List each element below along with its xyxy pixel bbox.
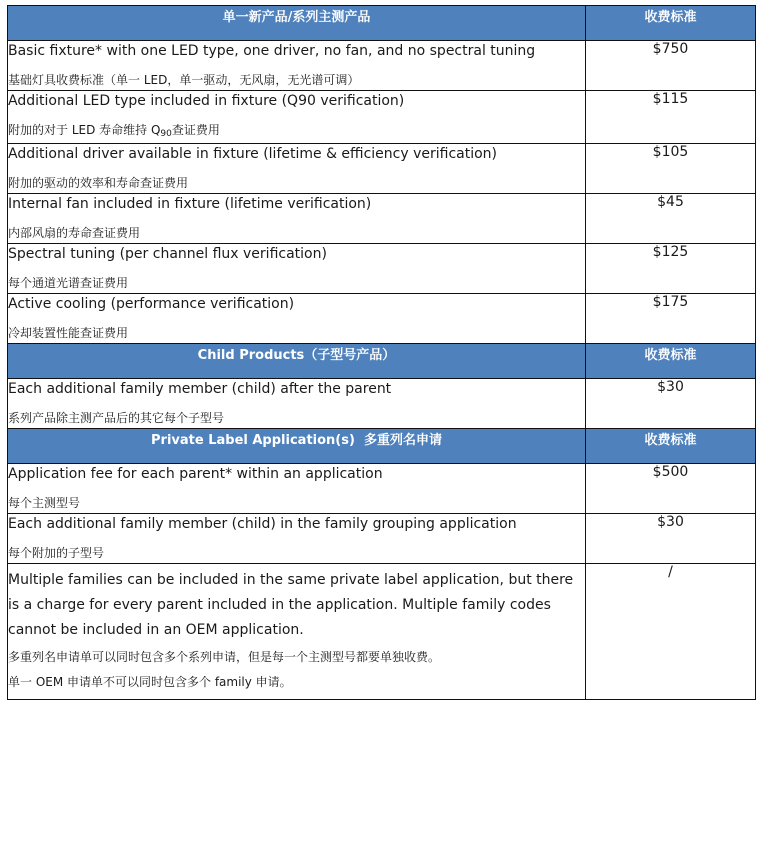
fee-description bbox=[8, 41, 586, 91]
table-row bbox=[8, 294, 756, 344]
fee-amount: / bbox=[586, 564, 756, 700]
description-zh: 附加的驱动的效率和寿命查证费用 bbox=[8, 176, 189, 190]
fee-description bbox=[8, 91, 586, 144]
section-title: 单一新产品/系列主测产品 bbox=[8, 6, 586, 41]
q90-subscript: 90 bbox=[160, 129, 172, 139]
description-en: Additional driver available in fixture (lifetime & efficiency verification) bbox=[8, 146, 498, 162]
fee-amount: $30 bbox=[586, 379, 756, 429]
fee-table bbox=[7, 5, 756, 700]
description-en: Multiple families can be included in the same private label application, but there is a charge for every parent included in the application. Multiple family codes cannot be included in an OEM application. bbox=[8, 572, 574, 638]
table-row bbox=[8, 144, 756, 194]
table-row-note bbox=[8, 564, 756, 700]
fee-amount: $30 bbox=[586, 514, 756, 564]
description-zh: 系列产品除主测产品后的其它每个子型号 bbox=[8, 411, 225, 425]
description-zh-line-1: 多重列名申请单可以同时包含多个系列申请，但是每一个主测型号都要单独收费。 bbox=[8, 650, 441, 664]
fee-description bbox=[8, 514, 586, 564]
description-zh: 基础灯具收费标准（单一 LED，单一驱动，无风扇，无光谱可调） bbox=[8, 73, 360, 87]
fee-description bbox=[8, 379, 586, 429]
description-en: Internal fan included in fixture (lifetime verification) bbox=[8, 196, 372, 212]
fee-amount: $125 bbox=[586, 244, 756, 294]
fee-description bbox=[8, 464, 586, 514]
description-zh-suffix: 查证费用 bbox=[171, 123, 220, 137]
description-en: Spectral tuning (per channel flux verification) bbox=[8, 246, 327, 262]
section-header-new-product bbox=[8, 6, 756, 41]
fee-amount: $45 bbox=[586, 194, 756, 244]
fee-amount: $105 bbox=[586, 144, 756, 194]
section-title: Private Label Application(s) 多重列名申请 bbox=[8, 429, 586, 464]
fee-amount: $115 bbox=[586, 91, 756, 144]
description-zh-line-2: 单一 OEM 申请单不可以同时包含多个 family 申请。 bbox=[8, 675, 292, 689]
table-row bbox=[8, 464, 756, 514]
fee-amount: $750 bbox=[586, 41, 756, 91]
table-row bbox=[8, 194, 756, 244]
description-zh: 每个主测型号 bbox=[8, 496, 81, 510]
fee-amount: $175 bbox=[586, 294, 756, 344]
table-row bbox=[8, 379, 756, 429]
table-row bbox=[8, 91, 756, 144]
description-en: Active cooling (performance verification) bbox=[8, 296, 295, 312]
description-zh: 每个通道光谱查证费用 bbox=[8, 276, 129, 290]
description-zh: 每个附加的子型号 bbox=[8, 546, 105, 560]
fee-description bbox=[8, 244, 586, 294]
table-row bbox=[8, 244, 756, 294]
section-title: Child Products（子型号产品） bbox=[8, 344, 586, 379]
description-en: Each additional family member (child) in the family grouping application bbox=[8, 516, 517, 532]
table-row bbox=[8, 514, 756, 564]
description-en: Basic fixture* with one LED type, one driver, no fan, and no spectral tuning bbox=[8, 43, 536, 59]
fee-column-header: 收费标准 bbox=[586, 6, 756, 41]
fee-description bbox=[8, 294, 586, 344]
section-header-private-label bbox=[8, 429, 756, 464]
table-row bbox=[8, 41, 756, 91]
description-en: Additional LED type included in fixture (Q90 verification) bbox=[8, 93, 405, 109]
description-zh: 内部风扇的寿命查证费用 bbox=[8, 226, 141, 240]
description-zh: 冷却装置性能查证费用 bbox=[8, 326, 129, 340]
description-en: Application fee for each parent* within an application bbox=[8, 466, 383, 482]
fee-description bbox=[8, 144, 586, 194]
section-header-child-products bbox=[8, 344, 756, 379]
fee-column-header: 收费标准 bbox=[586, 429, 756, 464]
fee-description bbox=[8, 564, 586, 700]
fee-amount: $500 bbox=[586, 464, 756, 514]
fee-column-header: 收费标准 bbox=[586, 344, 756, 379]
fee-description bbox=[8, 194, 586, 244]
description-zh-prefix: 附加的对于 LED 寿命维持 Q bbox=[8, 123, 161, 137]
description-en: Each additional family member (child) after the parent bbox=[8, 381, 392, 397]
description-zh bbox=[8, 121, 585, 143]
